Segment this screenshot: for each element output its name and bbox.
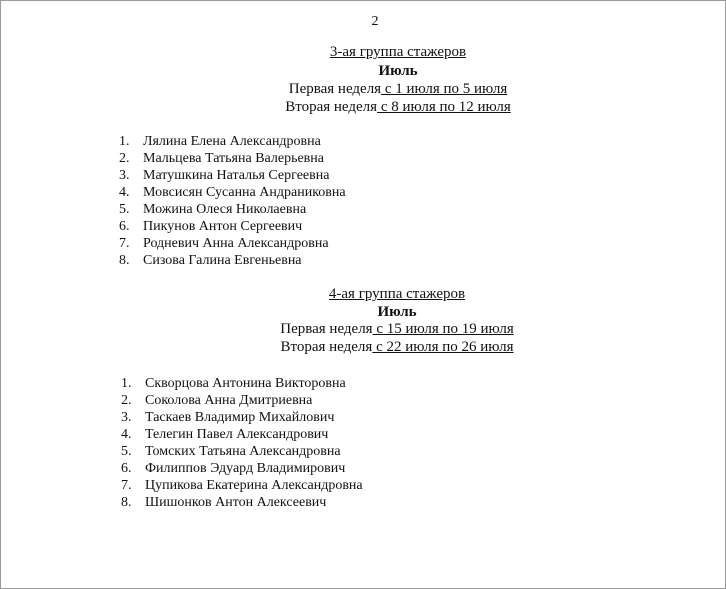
list-item (119, 252, 346, 269)
list-item (121, 443, 363, 460)
item-number: 5. (121, 444, 132, 459)
trainee-name: Пикунов Антон Сергеевич (143, 219, 303, 234)
week-label: Вторая неделя (285, 99, 378, 115)
item-number: 3. (121, 410, 132, 425)
list-item (119, 184, 346, 201)
trainee-name: Таскаев Владимир Михайлович (145, 410, 335, 425)
month-heading: Июль (377, 304, 417, 320)
trainee-list (119, 133, 346, 269)
week-dates: с 1 июля по 5 июля (381, 81, 508, 97)
month-heading: Июль (378, 63, 418, 79)
group-title: 4-ая группа стажеров (328, 286, 466, 302)
item-number: 5. (119, 202, 130, 217)
list-item (121, 494, 363, 511)
trainee-name: Сизова Галина Евгеньевна (143, 253, 302, 268)
week-line (36, 81, 726, 98)
trainee-name: Соколова Анна Дмитриевна (145, 393, 313, 408)
page-number: 2 (371, 14, 379, 29)
list-item (119, 133, 346, 150)
item-number: 4. (121, 427, 132, 442)
list-item (119, 218, 346, 235)
trainee-name: Шишонков Антон Алексеевич (145, 495, 327, 510)
trainee-name: Родневич Анна Александровна (143, 236, 329, 251)
trainee-list (121, 375, 363, 511)
week-dates: с 8 июля по 12 июля (377, 99, 511, 115)
week-label: Вторая неделя (280, 339, 373, 355)
list-item (119, 150, 346, 167)
item-number: 2. (119, 151, 130, 166)
trainee-name: Филиппов Эдуард Владимирович (145, 461, 346, 476)
list-item (121, 409, 363, 426)
trainee-name: Мальцева Татьяна Валерьевна (143, 151, 324, 166)
list-item (121, 375, 363, 392)
group-title: 3-ая группа стажеров (329, 44, 467, 60)
item-number: 3. (119, 168, 130, 183)
item-number: 1. (121, 376, 132, 391)
item-number: 7. (121, 478, 132, 493)
item-number: 2. (121, 393, 132, 408)
week-label: Первая неделя (288, 81, 382, 97)
trainee-name: Телегин Павел Александрович (145, 427, 329, 442)
list-item (121, 477, 363, 494)
trainee-name: Лялина Елена Александровна (143, 134, 321, 149)
item-number: 8. (119, 253, 130, 268)
item-number: 4. (119, 185, 130, 200)
trainee-name: Цупикова Екатерина Александровна (145, 478, 363, 493)
trainee-name: Мовсисян Сусанна Андраниковна (143, 185, 346, 200)
item-number: 1. (119, 134, 130, 149)
list-item (121, 460, 363, 477)
week-line (35, 339, 726, 356)
list-item (119, 235, 346, 252)
week-line (35, 321, 726, 338)
week-label: Первая неделя (280, 321, 373, 337)
trainee-name: Томских Татьяна Александровна (145, 444, 341, 459)
trainee-name: Скворцова Антонина Викторовна (145, 376, 346, 391)
trainee-name: Матушкина Наталья Сергеевна (143, 168, 330, 183)
week-line (36, 99, 726, 116)
week-dates: с 22 июля по 26 июля (372, 339, 514, 355)
item-number: 7. (119, 236, 130, 251)
trainee-name: Можина Олеся Николаевна (143, 202, 307, 217)
list-item (121, 426, 363, 443)
week-dates: с 15 июля по 19 июля (372, 321, 514, 337)
item-number: 8. (121, 495, 132, 510)
item-number: 6. (119, 219, 130, 234)
list-item (121, 392, 363, 409)
list-item (119, 201, 346, 218)
list-item (119, 167, 346, 184)
item-number: 6. (121, 461, 132, 476)
